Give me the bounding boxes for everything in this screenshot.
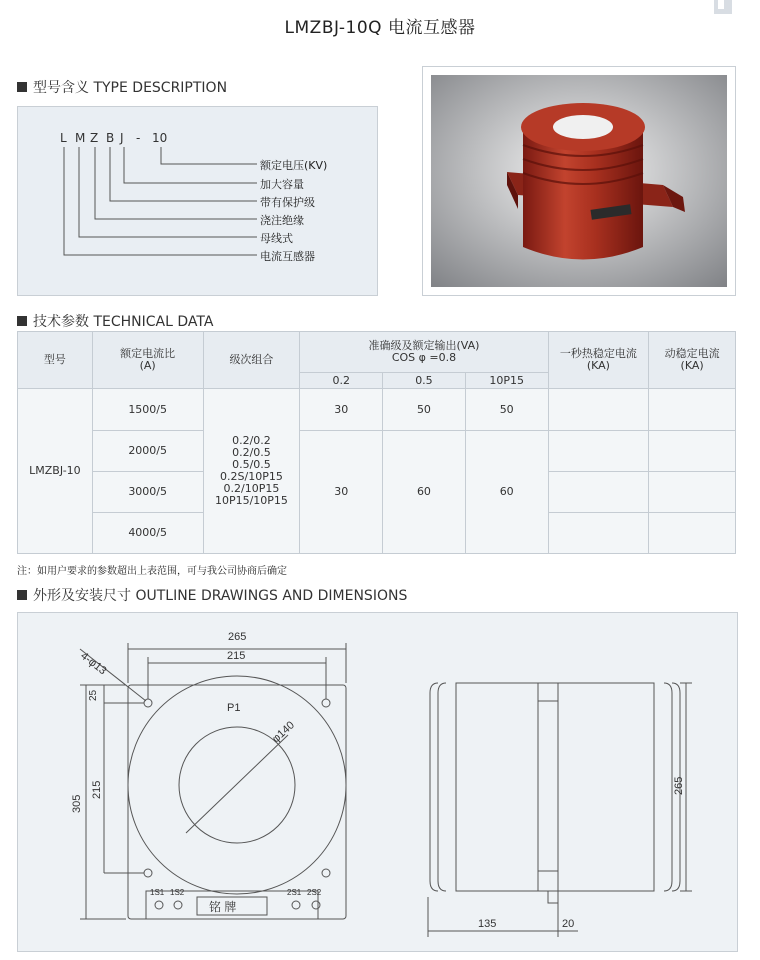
code-letter: L [60, 131, 67, 145]
dim-215-left: 215 [91, 780, 103, 799]
label-p1: P1 [227, 702, 241, 714]
section-tech-title: 技术参数 TECHNICAL DATA [33, 314, 214, 330]
code-number: 10 [152, 131, 168, 145]
dim-25: 25 [88, 689, 99, 701]
cell-value: 30 [300, 431, 383, 554]
cell-combinations: 0.2/0.2 0.2/0.5 0.5/0.5 0.2S/10P15 0.2/10P15 10P15/10P15 [203, 389, 300, 554]
transformer-photo-image [423, 67, 735, 295]
code-letter: B [106, 131, 115, 145]
section-type-title: 型号含义 TYPE DESCRIPTION [33, 80, 228, 96]
cell-value: 50 [465, 389, 548, 431]
bullet-square-icon [17, 316, 27, 326]
section-outline [17, 585, 407, 605]
cell-empty [649, 431, 736, 472]
type-label: 带有保护级 [260, 196, 315, 209]
header-model: 型号 [18, 332, 93, 389]
type-leader-lines [17, 106, 376, 294]
type-label: 浇注绝缘 [260, 214, 304, 227]
cell-ratio: 3000/5 [92, 472, 203, 513]
cell-empty [649, 472, 736, 513]
terminal-label: 1S2 [170, 888, 185, 897]
terminal-label: 2S2 [307, 888, 322, 897]
header-sub-0-2: 0.2 [300, 373, 383, 389]
header-dynamic: 动稳定电流 (KA) [649, 332, 736, 389]
dim-hole: 4-φ13 [78, 649, 109, 678]
type-label: 母线式 [260, 232, 293, 245]
type-label: 加大容量 [260, 178, 304, 191]
cell-value: 60 [383, 431, 466, 554]
terminal-label: 1S1 [150, 888, 165, 897]
nameplate-label: 铭 牌 [209, 900, 237, 914]
type-label: 额定电压(KV) [260, 159, 328, 172]
cell-ratio: 1500/5 [92, 389, 203, 431]
bullet-square-icon [17, 590, 27, 600]
table-note: 注：如用户要求的参数超出上表范围，可与我公司协商后确定 [17, 566, 287, 577]
cell-value: 60 [465, 431, 548, 554]
dim-135: 135 [478, 918, 497, 930]
product-photo [422, 66, 736, 296]
cell-ratio: 2000/5 [92, 431, 203, 472]
section-type-description [17, 77, 227, 97]
cell-empty [548, 472, 649, 513]
cell-value: 50 [383, 389, 466, 431]
code-dash: - [136, 131, 141, 145]
technical-data-table [17, 331, 736, 554]
cell-empty [548, 513, 649, 554]
code-letter: Z [90, 131, 99, 145]
cell-model: LMZBJ-10 [18, 389, 93, 554]
dim-305: 305 [71, 794, 83, 813]
corner-mark [714, 0, 732, 14]
header-sub-0-5: 0.5 [383, 373, 466, 389]
section-outline-title: 外形及安装尺寸 OUTLINE DRAWINGS AND DIMENSIONS [33, 588, 408, 604]
page-title: LMZBJ-10Q 电流互感器 [284, 18, 476, 38]
bullet-square-icon [17, 82, 27, 92]
terminal-label: 2S1 [287, 888, 302, 897]
dim-215-top: 215 [227, 650, 246, 662]
cell-ratio: 4000/5 [92, 513, 203, 554]
code-letter: J [120, 131, 124, 145]
header-class-combination: 级次组合 [203, 332, 300, 389]
cell-empty [649, 513, 736, 554]
cell-empty [649, 389, 736, 431]
code-letter: M [75, 131, 86, 145]
dim-265-top: 265 [228, 631, 247, 643]
outline-drawing [18, 613, 737, 951]
type-label: 电流互感器 [260, 250, 315, 263]
dim-140: φ140 [269, 719, 297, 746]
cell-empty [548, 431, 649, 472]
outline-drawing-panel [17, 612, 738, 952]
section-technical-data [17, 311, 213, 331]
cell-value: 30 [300, 389, 383, 431]
header-rated-ratio: 额定电流比 (A) [92, 332, 203, 389]
header-accuracy: 准确级及额定输出(VA) COS φ =0.8 [300, 332, 548, 373]
dim-20: 20 [562, 918, 575, 930]
header-thermal: 一秒热稳定电流 (KA) [548, 332, 649, 389]
cell-empty [548, 389, 649, 431]
dim-265-side: 265 [673, 776, 685, 795]
header-sub-10p15: 10P15 [465, 373, 548, 389]
